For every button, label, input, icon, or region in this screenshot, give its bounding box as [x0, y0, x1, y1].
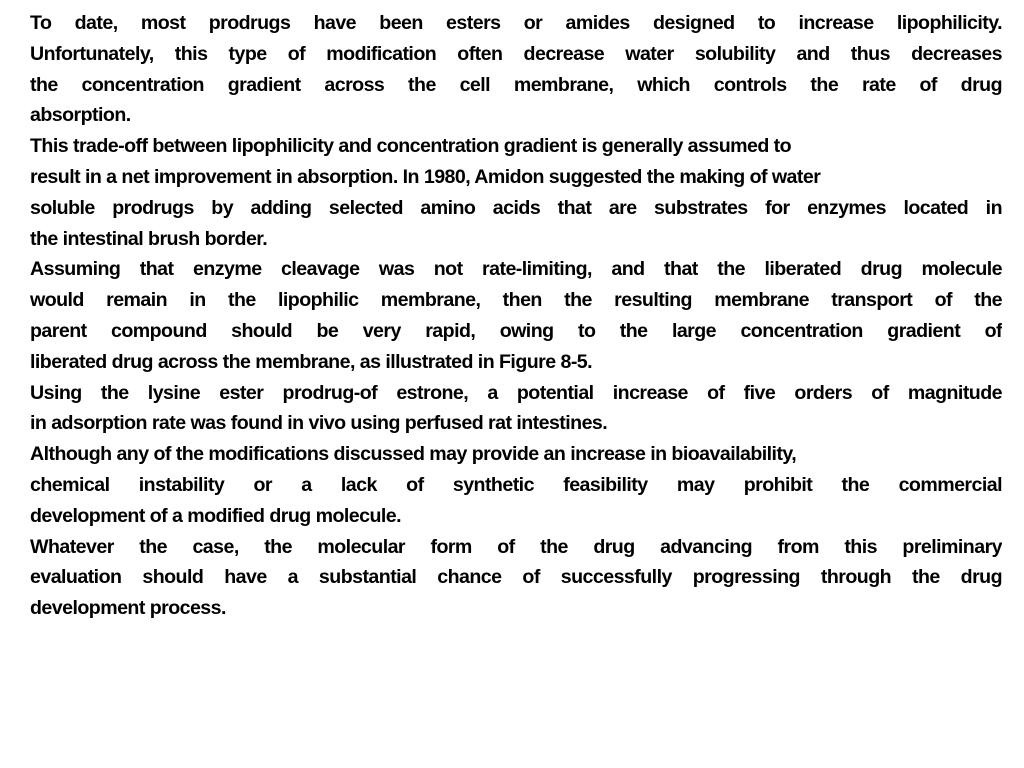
slide-body-text [30, 8, 1002, 624]
text-line-7: soluble prodrugs by adding selected amino acids that are substrates for enzymes located in [30, 196, 1002, 219]
text-line-9: Assuming that enzyme cleavage was not rate-limiting, and that the liberated drug molecule [30, 258, 1002, 281]
text-line-15: Although any of the modifications discussed may provide an increase in bioavailability, [30, 443, 797, 466]
text-line-10: would remain in the lipophilic membrane, then the resulting membrane transport of the [30, 289, 1002, 312]
text-line-3: the concentration gradient across the cell membrane, which controls the rate of drug [30, 73, 1002, 96]
text-line-20: development process. [30, 597, 226, 620]
text-line-5: This trade-off between lipophilicity and concentration gradient is generally assumed to [30, 135, 792, 158]
text-line-12: liberated drug across the membrane, as illustrated in Figure 8-5. [30, 350, 593, 373]
text-line-6: result in a net improvement in absorption. In 1980, Amidon suggested the making of water [30, 165, 821, 188]
text-line-16: chemical instability or a lack of synthetic feasibility may prohibit the commercial [30, 473, 1002, 496]
text-line-17: development of a modified drug molecule. [30, 504, 402, 527]
text-line-11: parent compound should be very rapid, owing to the large concentration gradient of [30, 319, 1002, 342]
text-line-1: To date, most prodrugs have been esters or amides designed to increase lipophilicity. [30, 12, 1002, 34]
text-line-8: the intestinal brush border. [30, 227, 268, 250]
text-line-4: absorption. [30, 104, 131, 127]
text-line-18: Whatever the case, the molecular form of the drug advancing from this preliminary [30, 535, 1002, 558]
text-line-13: Using the lysine ester prodrug-of estrone, a potential increase of five orders of magnitude [30, 381, 1002, 404]
text-line-14: in adsorption rate was found in vivo using perfused rat intestines. [30, 412, 608, 435]
text-line-2: Unfortunately, this type of modification often decrease water solubility and thus decreases [30, 42, 1002, 65]
text-line-19: evaluation should have a substantial chance of successfully progressing through the drug [30, 566, 1002, 589]
